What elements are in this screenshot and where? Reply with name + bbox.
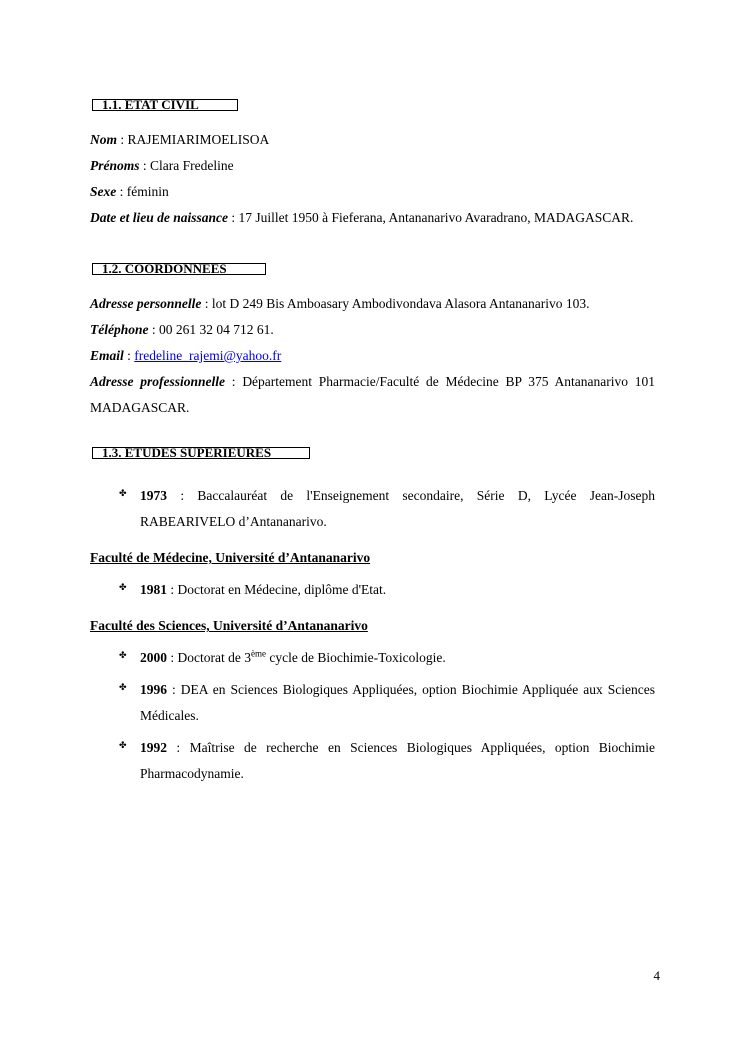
field-value: Clara Fredeline — [150, 158, 234, 173]
bullet-icon: ✤ — [119, 683, 127, 693]
field-label: Email — [90, 348, 124, 363]
etat-civil-fields — [90, 127, 655, 231]
bullet-icon: ✤ — [119, 583, 127, 593]
section-title-etat-civil: 1.1. ETAT CIVIL — [92, 99, 238, 111]
education-year: 2000 — [140, 650, 167, 665]
bullet-icon: ✤ — [119, 651, 127, 661]
field-value: féminin — [126, 184, 169, 199]
education-year: 1992 — [140, 740, 167, 755]
education-item-1981 — [90, 577, 655, 603]
section-header-coordonnees — [90, 263, 655, 275]
field-telephone — [90, 317, 655, 343]
bullet-icon: ✤ — [119, 741, 127, 751]
education-text: Maîtrise de recherche en Sciences Biologiques Appliquées, option Biochimie Pharmacodynamie. — [140, 740, 656, 781]
education-text: Doctorat en Médecine, diplôme d'Etat. — [177, 582, 387, 597]
field-label: Date et lieu de naissance — [90, 210, 228, 225]
field-email — [90, 343, 655, 369]
bullet-icon: ✤ — [119, 489, 127, 499]
section-title-etudes: 1.3. ETUDES SUPERIEURES — [92, 447, 310, 459]
section-header-etudes — [90, 447, 655, 459]
education-year: 1981 — [140, 582, 167, 597]
education-text: Baccalauréat de l'Enseignement secondaire, Série D, Lycée Jean-Joseph RABEARIVELO d’Antananarivo. — [140, 488, 656, 529]
field-value: RAJEMIARIMOELISOA — [127, 132, 270, 147]
education-item-1992 — [90, 735, 655, 787]
field-adresse-personnelle — [90, 291, 655, 317]
education-item-1996 — [90, 677, 655, 729]
section-header-etat-civil — [90, 99, 655, 111]
separator: : — [172, 682, 176, 697]
field-label: Téléphone — [90, 322, 149, 337]
coordonnees-fields — [90, 291, 655, 421]
education-text: Doctorat de 3 — [177, 650, 251, 665]
education-item-2000 — [90, 645, 655, 671]
field-value: Département Pharmacie/Faculté de Médecine BP 375 Antananarivo 101 MADAGASCAR. — [90, 374, 656, 415]
field-value: 00 261 32 04 712 61. — [159, 322, 274, 337]
field-prenoms — [90, 153, 655, 179]
education-text: DEA en Sciences Biologiques Appliquées, option Biochimie Appliquée aux Sciences Médicales. — [140, 682, 655, 723]
field-adresse-professionnelle — [90, 369, 655, 421]
field-nom — [90, 127, 655, 153]
field-label: Sexe — [90, 184, 117, 199]
separator: : — [119, 184, 124, 199]
separator: : — [170, 650, 175, 665]
email-link[interactable]: fredeline_rajemi@yahoo.fr — [134, 348, 282, 363]
separator: : — [231, 210, 236, 225]
education-year: 1973 — [140, 488, 167, 503]
separator: : — [142, 158, 147, 173]
field-label: Adresse professionnelle — [90, 374, 226, 389]
education-text-post: cycle de Biochimie-Toxicologie. — [266, 650, 446, 665]
etudes-list — [90, 483, 655, 787]
field-label: Adresse personnelle — [90, 296, 202, 311]
separator: : — [151, 322, 156, 337]
field-sexe — [90, 179, 655, 205]
section-title-coordonnees: 1.2. COORDONNEES — [92, 263, 266, 275]
field-naissance — [90, 205, 655, 231]
faculty-heading-sciences: Faculté des Sciences, Université d’Antananarivo — [90, 618, 368, 633]
faculty-heading-medecine: Faculté de Médecine, Université d’Antananarivo — [90, 550, 371, 565]
separator: : — [176, 740, 181, 755]
separator: : — [170, 582, 175, 597]
education-text-sup: ème — [251, 648, 266, 659]
separator: : — [180, 488, 185, 503]
education-year: 1996 — [140, 682, 167, 697]
separator: : — [120, 132, 125, 147]
field-value: 17 Juillet 1950 à Fieferana, Antananarivo Avaradrano, MADAGASCAR. — [238, 210, 634, 225]
page-number: 4 — [653, 968, 660, 983]
separator: : — [231, 374, 236, 389]
field-label: Nom — [90, 132, 117, 147]
field-value: lot D 249 Bis Amboasary Ambodivondava Alasora Antananarivo 103. — [211, 296, 590, 311]
separator: : — [204, 296, 209, 311]
separator: : — [127, 348, 131, 363]
field-label: Prénoms — [90, 158, 140, 173]
education-item-1973 — [90, 483, 655, 535]
